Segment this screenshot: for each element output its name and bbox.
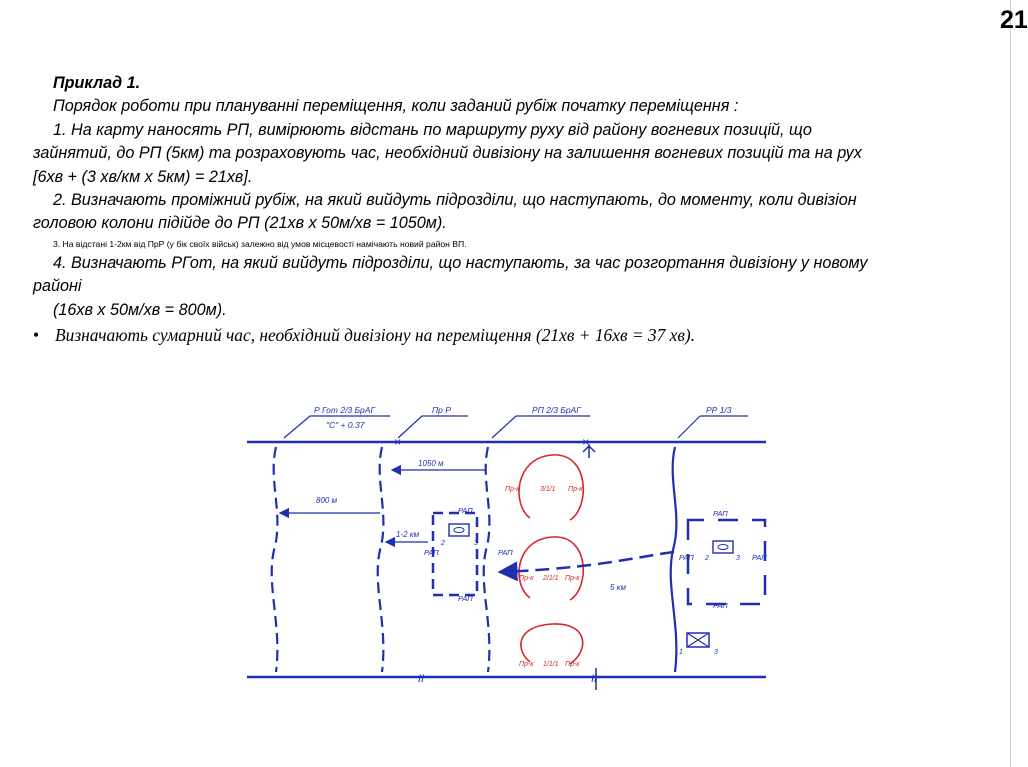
rp-callout-leader [492, 416, 516, 438]
rgot-boundary-line [272, 447, 278, 672]
unit-2-1-1-shape [519, 537, 583, 600]
page-number: 21 [1000, 6, 1028, 34]
step1-line1: 1. На карту наносять РП, вимірюють відстань по маршруту руху від району вогневих позицій, що [53, 120, 812, 139]
step4-line3: (16хв х 50м/хв = 800м). [53, 300, 227, 319]
new-position-unit-symbol [449, 524, 469, 536]
occupied-position-rap-bottom: РАП [713, 601, 728, 610]
rp-boundary-line [484, 447, 490, 672]
unit-1-1-1-shape [521, 624, 583, 664]
new-position-rap-top: РАП [458, 506, 473, 515]
bullet-mark: • [33, 325, 40, 346]
rp-callout-label: РП 2/3 БрАГ [532, 405, 581, 415]
label-1-2km: 1-2 км [396, 530, 420, 539]
step1-line3: [6хв + (3 хв/км х 5км) = 21хв]. [33, 167, 253, 186]
prr-boundary-line [378, 447, 384, 672]
prr-callout-label: Пр Р [432, 405, 451, 415]
new-position-rap-left: РАП [424, 548, 439, 557]
unit-2-1-1-prk-left: Пр-к [519, 575, 534, 582]
label-800m: 800 м [316, 496, 338, 505]
command-post-num-1: 1 [679, 649, 683, 656]
command-post-num-3: 3 [714, 649, 718, 656]
occupied-position-rap-right: РАП [752, 553, 767, 562]
unit-3-1-1-label: 3/1/1 [540, 486, 556, 493]
unit-1-1-1-prk-left: Пр-к [519, 661, 534, 668]
unit-3-1-1-prk-left: Пр-к [505, 486, 520, 493]
movement-route-arrow [500, 552, 674, 572]
summary-text: Визначають сумарний час, необхідний дивізіону на переміщення (21хв + 16хв = 37 хв). [55, 325, 696, 346]
example-title: Приклад 1. [53, 74, 141, 92]
rgot-callout-leader [284, 416, 310, 438]
occupied-position-area [688, 520, 765, 604]
new-position-unit-core [454, 528, 464, 533]
step3-note: 3. На відстані 1-2км від ПрР (у бік своїх військ) залежно від умов місцевості намічають новий район ВП. [53, 238, 467, 249]
new-position-rap-bottom: РАП [458, 594, 473, 603]
new-position-num-3: 3 [474, 540, 478, 547]
prr-cross-mark: × [394, 435, 402, 449]
rr-boundary-line [671, 447, 677, 672]
unit-1-1-1-prk-right: Пр-к [565, 661, 580, 668]
occupied-position-unit-core [718, 545, 728, 550]
label-5km: 5 км [610, 583, 626, 592]
occupied-position-unit-symbol [713, 541, 733, 553]
command-post-cross [687, 633, 709, 647]
rp-cross-mark: × [582, 435, 590, 449]
occupied-position-num-3: 3 [736, 555, 740, 562]
rr-callout-leader [678, 416, 700, 438]
unit-2-1-1-prk-right: Пр-к [565, 575, 580, 582]
new-position-area [433, 513, 477, 595]
rgot-callout-label: Р Гот 2/3 БрАГ [314, 405, 376, 415]
occupied-position-rap-left: РАП [679, 553, 694, 562]
occupied-position-num-2: 2 [705, 555, 709, 562]
rr-callout-label: РР 1/3 [706, 405, 732, 415]
new-position-rap-right: РАП [498, 548, 513, 557]
unit-1-1-1-label: 1/1/1 [543, 661, 559, 668]
rgot-callout-sublabel: "С" + 0.37 [326, 420, 365, 430]
prr-callout-leader [398, 416, 422, 438]
boundary-mark-right: II [591, 673, 598, 685]
boundary-mark-left: II [418, 673, 425, 685]
occupied-position-rap-top: РАП [713, 509, 728, 518]
step2-line2: головою колони підійде до РП (21хв х 50м/хв = 1050м). [33, 214, 447, 233]
new-position-num-2: 2 [441, 540, 445, 547]
intro-line: Порядок роботи при плануванні переміщення, коли заданий рубіж початку переміщення : [53, 97, 739, 116]
label-1050m: 1050 м [418, 459, 444, 468]
unit-2-1-1-label: 2/1/1 [543, 575, 559, 582]
step4-line1: 4. Визначають РГот, на який вийдуть підрозділи, що наступають, за час розгортання дивізіону у новому [53, 253, 868, 272]
step2-line1: 2. Визначають проміжний рубіж, на який вийдуть підрозділи, що наступають, до моменту, коли дивізіон [53, 191, 857, 210]
step1-line2: зайнятий, до РП (5км) та розраховують час, необхідний дивізіону на залишення вогневих позицій та на рух [33, 144, 862, 163]
unit-3-1-1-prk-right: Пр-к [568, 486, 583, 493]
step4-line2: районі [33, 277, 82, 296]
